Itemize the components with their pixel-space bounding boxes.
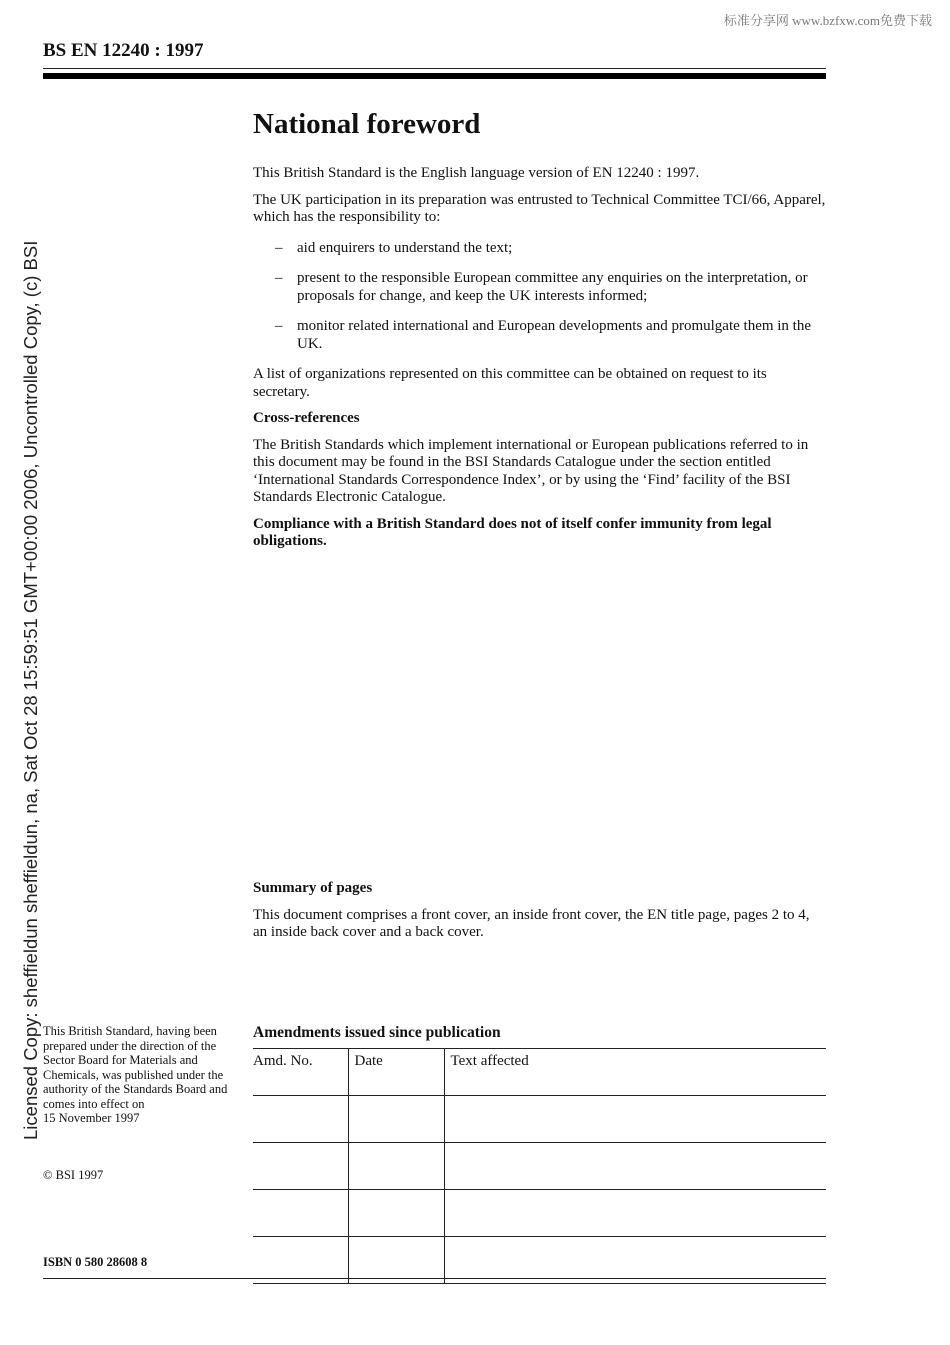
- table-cell: [253, 1190, 348, 1237]
- table-row: [253, 1237, 826, 1284]
- page-title: National foreword: [253, 108, 481, 140]
- summary-paragraph: This document comprises a front cover, an inside front cover, the EN title page, pages 2 to 4, an inside back cover and a back cover.: [253, 906, 810, 940]
- organizations-paragraph: A list of organizations represented on this committee can be obtained on request to its secretary.: [253, 366, 767, 400]
- table-row: [253, 1096, 826, 1143]
- column-header-amd-no: Amd. No.: [253, 1049, 348, 1096]
- copyright-notice: © BSI 1997: [43, 1168, 104, 1182]
- responsibility-list: [253, 240, 827, 354]
- table-header-row: [253, 1049, 826, 1096]
- header-rule-thick: [43, 73, 826, 79]
- table-cell: [253, 1237, 348, 1284]
- license-watermark: Licensed Copy: sheffieldun sheffieldun, na, Sat Oct 28 15:59:51 GMT+00:00 2006, Uncontrolled Copy, (c) BSI: [20, 240, 41, 1140]
- table-cell: [253, 1143, 348, 1190]
- summary-section: [253, 880, 827, 951]
- table-cell: [444, 1237, 826, 1284]
- list-item-text: aid enquirers to understand the text;: [297, 239, 513, 256]
- table-cell: [348, 1237, 444, 1284]
- list-item: [253, 318, 827, 353]
- dash-marker: –: [275, 270, 283, 286]
- table-cell: [348, 1096, 444, 1143]
- header-rule-thin: [43, 68, 826, 69]
- isbn: ISBN 0 580 28608 8: [43, 1255, 148, 1269]
- table-row: [253, 1143, 826, 1190]
- cross-references-paragraph: The British Standards which implement international or European publications referred to in this document may be found in the BSI Standards Catalogue under the section entitled ‘International Standards Correspondence Index’, or by using the ‘Find’ facility of the BSI Standards Electronic Catalogue.: [253, 436, 809, 505]
- table-cell: [253, 1096, 348, 1143]
- table-row: [253, 1190, 826, 1237]
- table-cell: [348, 1143, 444, 1190]
- document-reference: BS EN 12240 : 1997: [43, 40, 204, 61]
- list-item: [253, 240, 827, 258]
- table-cell: [444, 1143, 826, 1190]
- table-cell: [444, 1190, 826, 1237]
- cross-references-heading: Cross-references: [253, 410, 360, 426]
- statement-text: This British Standard, having been prepared under the direction of the Sector Board for Materials and Chemicals, was published under the authority of the Standards Board and comes into effect on: [43, 1024, 228, 1111]
- table-cell: [348, 1190, 444, 1237]
- publication-statement: [43, 1024, 233, 1126]
- watermark-text: 标准分享网 www.bzfxw.com免费下载: [723, 13, 932, 28]
- table-cell: [444, 1096, 826, 1143]
- list-item-text: monitor related international and European developments and promulgate them in the UK.: [297, 318, 812, 352]
- column-header-date: Date: [348, 1049, 444, 1096]
- dash-marker: –: [275, 239, 283, 256]
- column-header-text-affected: Text affected: [444, 1049, 826, 1096]
- list-item-text: present to the responsible European committee any enquiries on the interpretation, or proposals for change, and keep the UK interests informed;: [297, 270, 808, 304]
- intro-paragraph: This British Standard is the English language version of EN 12240 : 1997.: [253, 165, 700, 181]
- foreword-body: [253, 165, 827, 560]
- amendments-title: Amendments issued since publication: [253, 1024, 501, 1041]
- amendments-table: [253, 1048, 826, 1284]
- summary-heading: Summary of pages: [253, 880, 373, 896]
- effective-date: 15 November 1997: [43, 1111, 140, 1125]
- participation-paragraph: The UK participation in its preparation was entrusted to Technical Committee TCI/66, Apparel, which has the responsibility to:: [253, 191, 826, 225]
- dash-marker: –: [275, 318, 283, 334]
- footer-rule: [43, 1278, 826, 1279]
- list-item: [253, 270, 827, 305]
- compliance-statement: Compliance with a British Standard does not of itself confer immunity from legal obligations.: [253, 515, 772, 549]
